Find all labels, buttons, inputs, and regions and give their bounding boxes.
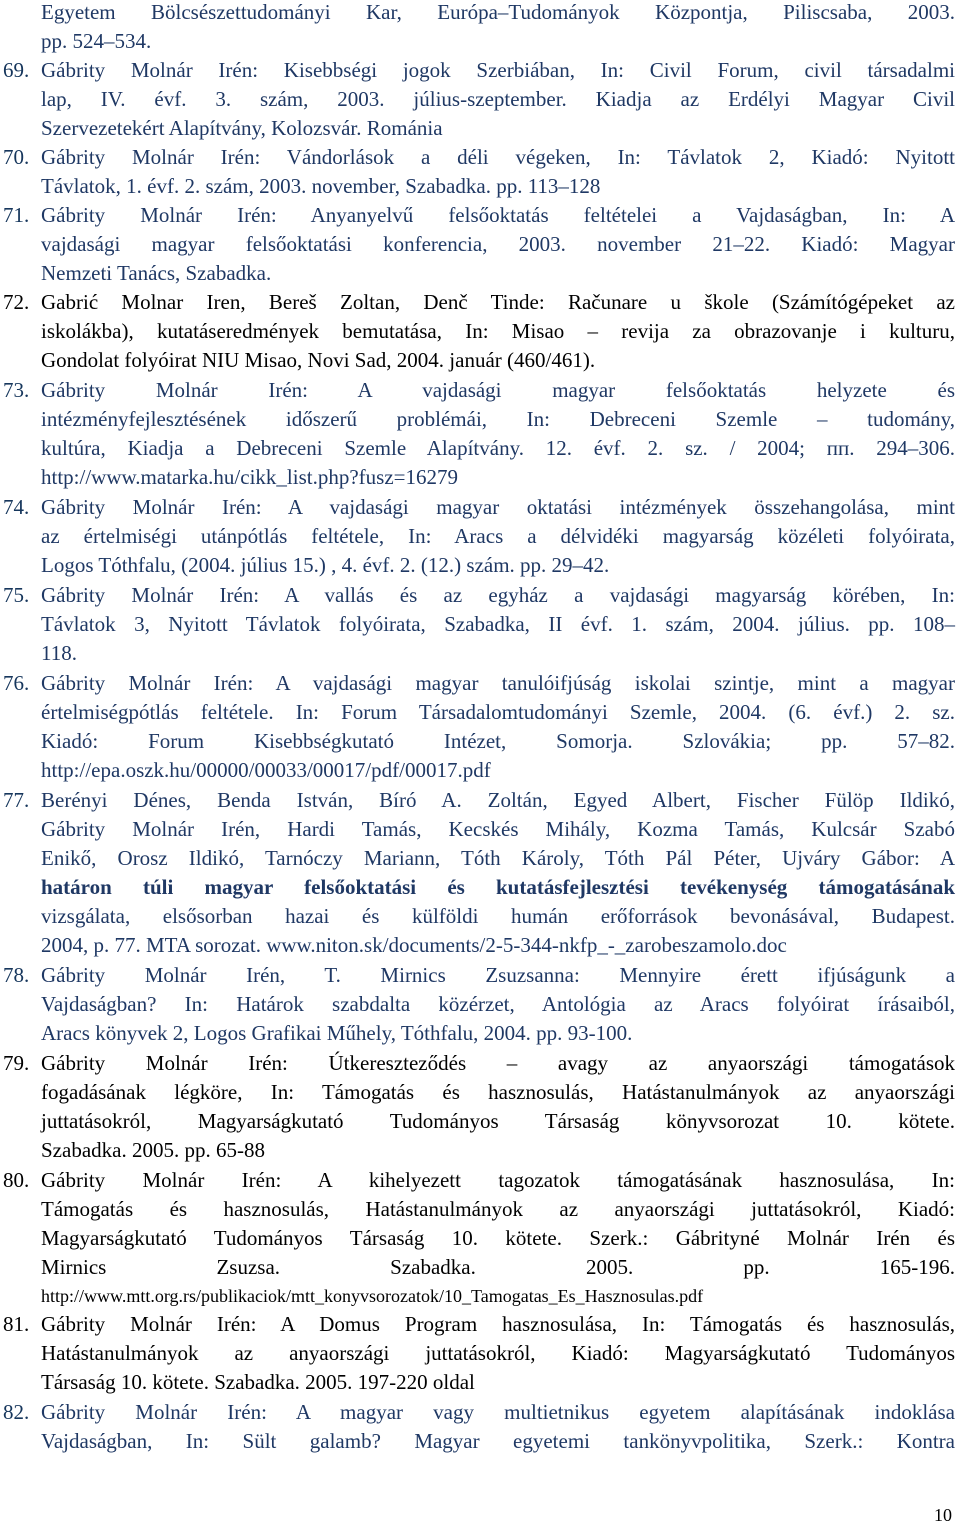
entry-line: Hatástanulmányok az anyaországi juttatásokról, Kiadó: Magyarságkutató Tudományos	[41, 1341, 955, 1365]
entry-line: Gábrity Molnár Irén: A vajdasági magyar tanulóifjúság iskolai szintje, mint a magyar	[41, 671, 955, 695]
entry-title-line: határon túli magyar felsőoktatási és kutatásfejlesztési tevékenység támogatásának	[41, 875, 955, 899]
entry-number: 77.	[3, 788, 30, 812]
page-number: 10	[934, 1505, 952, 1525]
entry-line: kultúra, Kiadja a Debreceni Szemle Alapítvány. 12. évf. 2. sz. / 2004; пп. 294–306.	[41, 436, 955, 460]
entry-line: Magyarságkutató Tudományos Társaság 10. kötete. Szerk.: Gábrityné Molnár Irén és	[41, 1226, 955, 1250]
entry-number: 72.	[3, 290, 30, 314]
entry-line: Gábrity Molnár Irén: A Domus Program hasznosulása, In: Támogatás és hasznosulás,	[41, 1312, 955, 1336]
entry-line: Gábrity Molnár Irén, Hardi Tamás, Kecskés Mihály, Kozma Tamás, Kulcsár Szabó	[41, 817, 955, 841]
entry-line: Gábrity Molnár Irén: A vallás és az egyház a vajdasági magyarság körében, In:	[41, 583, 955, 607]
entry-line: Enikő, Orosz Ildikó, Tarnóczy Mariann, Tóth Károly, Tóth Pál Péter, Ujváry Gábor: A	[41, 846, 955, 870]
entry-line: Egyetem Bölcsészettudományi Kar, Európa–Tudományok Központja, Piliscsaba, 2003.	[41, 0, 955, 24]
entry-number: 73.	[3, 378, 30, 402]
entry-line: 2004, p. 77. MTA sorozat. www.niton.sk/documents/2-5-344-nkfp_-_zarobeszamolo.doc	[41, 933, 787, 957]
entry-line: Távlatok 3, Nyitott Távlatok folyóirata, Szabadka, II évf. 1. szám, 2004. július. pp. 108–	[41, 612, 955, 636]
entry-link[interactable]: http://www.mtt.org.rs/publikaciok/mtt_konyvsorozatok/10_Tamogatas_Es_Hasznosulas.pdf	[41, 1286, 704, 1306]
entry-line: vizsgálata, elsősorban hazai és külföldi humán erőforrások bevonásával, Budapest.	[41, 904, 955, 928]
entry-line: iskolákba), kutatáseredmények bemutatása, In: Misao – revija za obrazovanje i kulturu,	[41, 319, 955, 343]
entry-line: 118.	[41, 641, 77, 665]
entry-number: 71.	[3, 203, 30, 227]
entry-number: 78.	[3, 963, 30, 987]
entry-line: az értelmiségi utánpótlás feltétele, In: Aracs a délvidéki magyarság közéleti folyóirata,	[41, 524, 955, 548]
entry-number: 75.	[3, 583, 30, 607]
entry-number: 80.	[3, 1168, 30, 1192]
entry-line: fogadásának légköre, In: Támogatás és hasznosulás, Hatástanulmányok az anyaországi	[41, 1080, 955, 1104]
entry-number: 79.	[3, 1051, 30, 1075]
entry-number: 74.	[3, 495, 30, 519]
entry-line: Logos Tóthfalu, (2004. július 15.) , 4. évf. 2. (12.) szám. pp. 29–42.	[41, 553, 610, 577]
entry-line: Kiadó: Forum Kisebbségkutató Intézet, Somorja. Szlovákia; pp. 57–82.	[41, 729, 955, 753]
entry-line: Gábrity Molnár Irén: Anyanyelvű felsőoktatás feltételei a Vajdaságban, In: A	[41, 203, 955, 227]
entry-line: pp. 524–534.	[41, 29, 152, 53]
entry-line: Gábrity Molnár Irén: Kisebbségi jogok Szerbiában, In: Civil Forum, civil társadalmi	[41, 58, 955, 82]
entry-line: Nemzeti Tanács, Szabadka.	[41, 261, 272, 285]
entry-line: Gábrity Molnár Irén: A kihelyezett tagozatok támogatásának hasznosulása, In:	[41, 1168, 955, 1192]
entry-line: Gábrity Molnár Irén: A vajdasági magyar felsőoktatás helyzete és	[41, 378, 955, 402]
entry-line: Vajdaságban, In: Sült galamb? Magyar egyetemi tankönyvpolitika, Szerk.: Kontra	[41, 1429, 955, 1453]
entry-number: 82.	[3, 1400, 30, 1424]
entry-line: Gábrity Molnár Irén, T. Mirnics Zsuzsanna: Mennyire érett ifjúságunk a	[41, 963, 955, 987]
entry-number: 69.	[3, 58, 30, 82]
entry-line: Gábrity Molnár Irén: A magyar vagy multietnikus egyetem alapításának indoklása	[41, 1400, 955, 1424]
entry-line: Gábrity Molnár Irén: Útkereszteződés – avagy az anyaországi támogatások	[41, 1051, 955, 1075]
entry-line: Gábrity Molnár Irén: A vajdasági magyar oktatási intézmények összehangolása, mint	[41, 495, 955, 519]
entry-line: vajdasági magyar felsőoktatási konferencia, 2003. november 21–22. Kiadó: Magyar	[41, 232, 955, 256]
entry-line: intézményfejlesztésének időszerű problémái, In: Debreceni Szemle – tudomány,	[41, 407, 955, 431]
entry-link[interactable]: http://www.matarka.hu/cikk_list.php?fusz=16279	[41, 465, 458, 489]
entry-line: Gábrity Molnár Irén: Vándorlások a déli végeken, In: Távlatok 2, Kiadó: Nyitott	[41, 145, 955, 169]
entry-line: Szabadka. 2005. pp. 65-88	[41, 1138, 265, 1162]
entry-line: Gondolat folyóirat NIU Misao, Novi Sad, 2004. január (460/461).	[41, 348, 596, 372]
entry-line: Támogatás és hasznosulás, Hatástanulmányok az anyaországi juttatásokról, Kiadó:	[41, 1197, 955, 1221]
entry-line: Szervezetekért Alapítvány, Kolozsvár. Románia	[41, 116, 443, 140]
entry-line: Társaság 10. kötete. Szabadka. 2005. 197-220 oldal	[41, 1370, 475, 1394]
entry-line: Gabrić Molnar Iren, Bereš Zoltan, Denč Tinde: Računare u škole (Számítógépeket az	[41, 290, 955, 314]
entry-line: juttatásokról, Magyarságkutató Tudományos Társaság könyvsorozat 10. kötete.	[41, 1109, 955, 1133]
entry-line: lap, IV. évf. 3. szám, 2003. július-szeptember. Kiadja az Erdélyi Magyar Civil	[41, 87, 955, 111]
entry-line: Mirnics Zsuzsa. Szabadka. 2005. pp. 165-196.	[41, 1255, 955, 1279]
entry-number: 70.	[3, 145, 30, 169]
entry-line: Aracs könyvek 2, Logos Grafikai Műhely, Tóthfalu, 2004. pp. 93-100.	[41, 1021, 633, 1045]
entry-line: Távlatok, 1. évf. 2. szám, 2003. november, Szabadka. pp. 113–128	[41, 174, 601, 198]
entry-line: Vajdaságban? In: Határok szabdalta közérzet, Antológia az Aracs folyóirat írásaiból,	[41, 992, 955, 1016]
entry-line: Berényi Dénes, Benda István, Bíró A. Zoltán, Egyed Albert, Fischer Fülöp Ildikó,	[41, 788, 955, 812]
entry-line: értelmiségpótlás feltétele. In: Forum Társadalomtudományi Szemle, 2004. (6. évf.) 2. sz.	[41, 700, 955, 724]
entry-number: 81.	[3, 1312, 30, 1336]
entry-number: 76.	[3, 671, 30, 695]
entry-link[interactable]: http://epa.oszk.hu/00000/00033/00017/pdf/00017.pdf	[41, 758, 491, 782]
